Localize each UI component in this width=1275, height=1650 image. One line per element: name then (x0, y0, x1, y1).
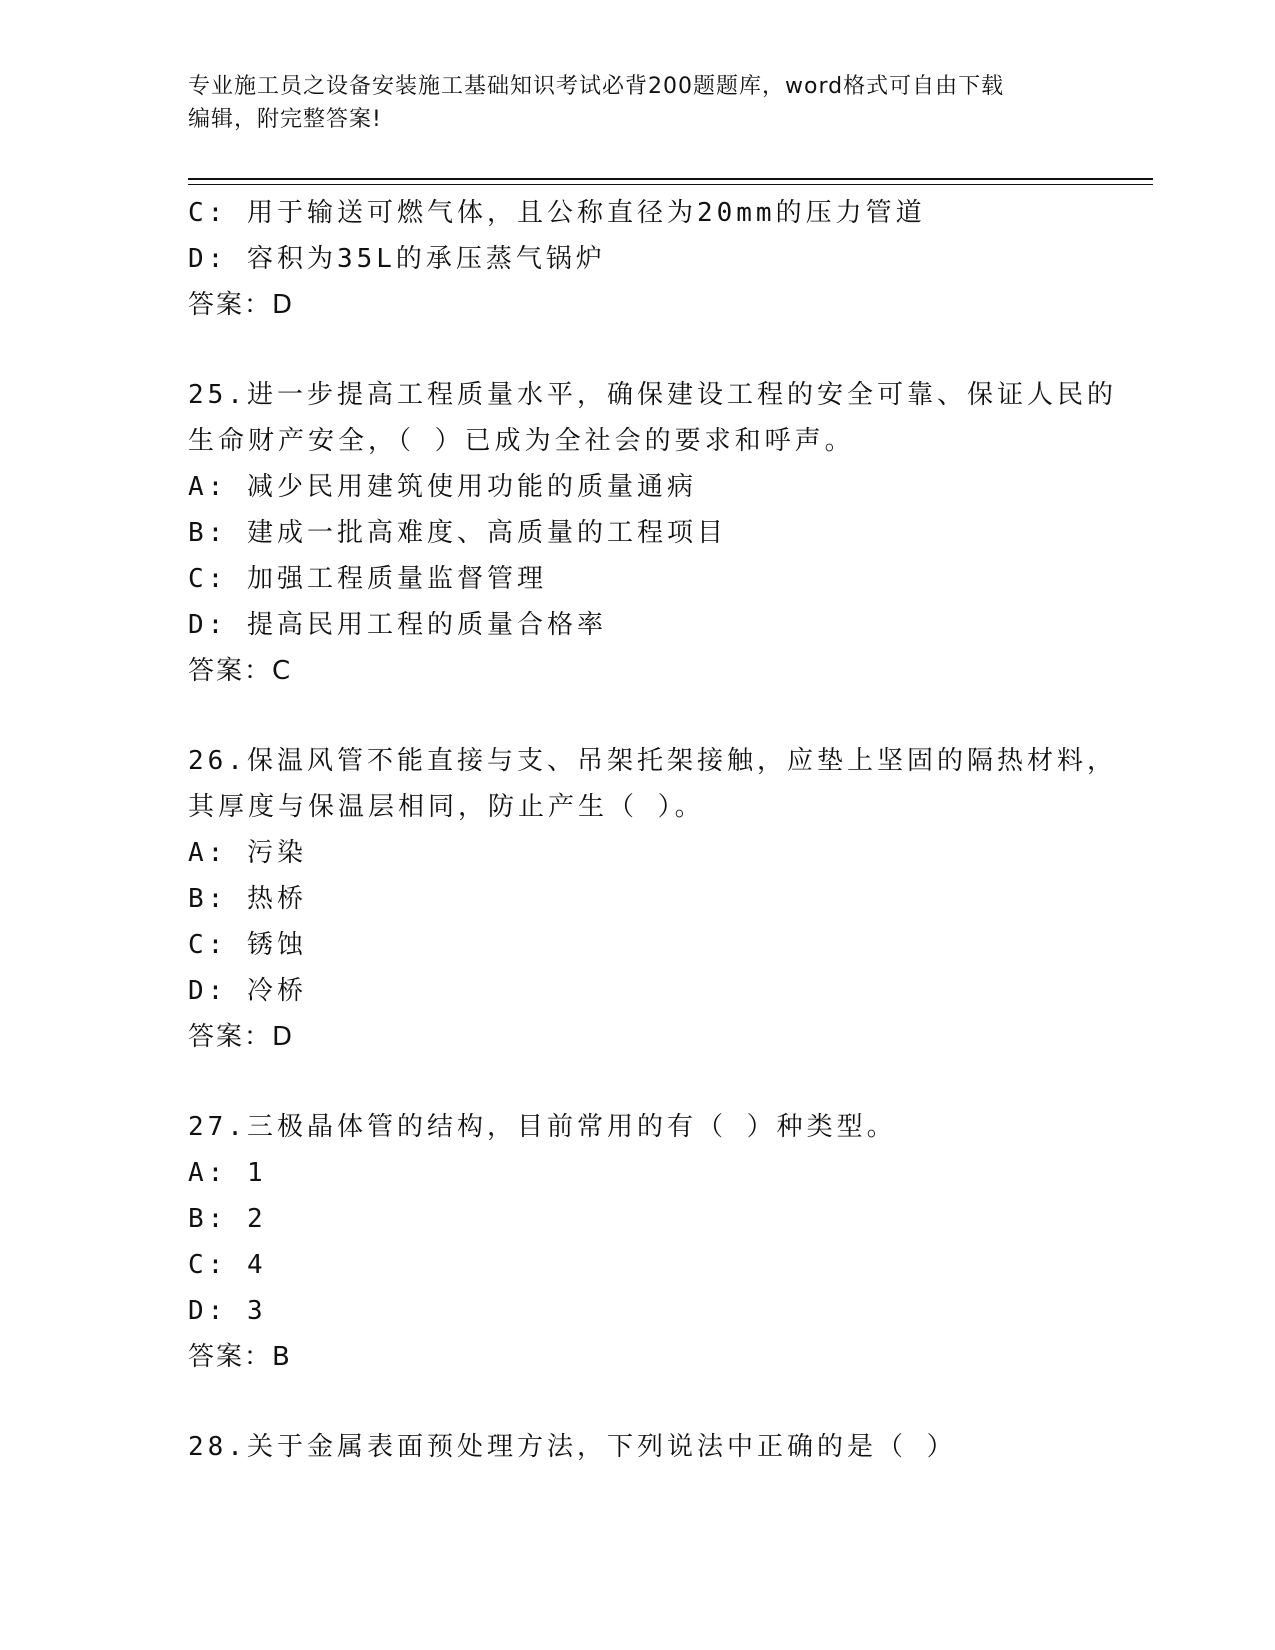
question-stem: 25.进一步提高工程质量水平，确保建设工程的安全可靠、保证人民的 (188, 380, 1117, 410)
question-27 (188, 1104, 1148, 1380)
question-26 (188, 738, 1148, 1060)
question-24-continuation (188, 190, 1148, 328)
answer: 答案：C (188, 656, 293, 686)
question-stem: 其厚度与保温层相同，防止产生（ ）。 (188, 792, 705, 822)
header-divider-thick (188, 178, 1153, 180)
option-d: D: 3 (188, 1296, 267, 1326)
document-header (188, 70, 1088, 136)
header-divider-thin (188, 184, 1153, 185)
question-stem: 27.三极晶体管的结构，目前常用的有（ ）种类型。 (188, 1112, 897, 1142)
option-b: B: 热桥 (188, 884, 307, 914)
answer: 答案：D (188, 1022, 295, 1052)
option-a: A: 减少民用建筑使用功能的质量通病 (188, 472, 697, 502)
option-d: D: 冷桥 (188, 976, 307, 1006)
question-25 (188, 372, 1148, 694)
answer: 答案：B (188, 1342, 292, 1372)
question-stem: 28.关于金属表面预处理方法，下列说法中正确的是（ ） (188, 1432, 957, 1462)
option-b: B: 2 (188, 1204, 267, 1234)
question-28 (188, 1424, 1148, 1470)
option-c: C: 用于输送可燃气体，且公称直径为20mm的压力管道 (188, 198, 926, 228)
option-c: C: 加强工程质量监督管理 (188, 564, 547, 594)
option-d: D: 提高民用工程的质量合格率 (188, 610, 607, 640)
option-c: C: 4 (188, 1250, 267, 1280)
header-title-line-1: 专业施工员之设备安装施工基础知识考试必背200题题库，word格式可自由下载 (188, 74, 1005, 99)
question-stem: 生命财产安全，（ ）已成为全社会的要求和呼声。 (188, 426, 855, 456)
question-list (188, 190, 1148, 1470)
question-stem: 26.保温风管不能直接与支、吊架托架接触，应垫上坚固的隔热材料， (188, 746, 1117, 776)
option-a: A: 1 (188, 1158, 267, 1188)
option-b: B: 建成一批高难度、高质量的工程项目 (188, 518, 727, 548)
option-a: A: 污染 (188, 838, 307, 868)
answer: 答案：D (188, 290, 295, 320)
header-title-line-2: 编辑，附完整答案! (188, 107, 382, 132)
option-c: C: 锈蚀 (188, 930, 307, 960)
option-d: D: 容积为35L的承压蒸气锅炉 (188, 244, 606, 274)
